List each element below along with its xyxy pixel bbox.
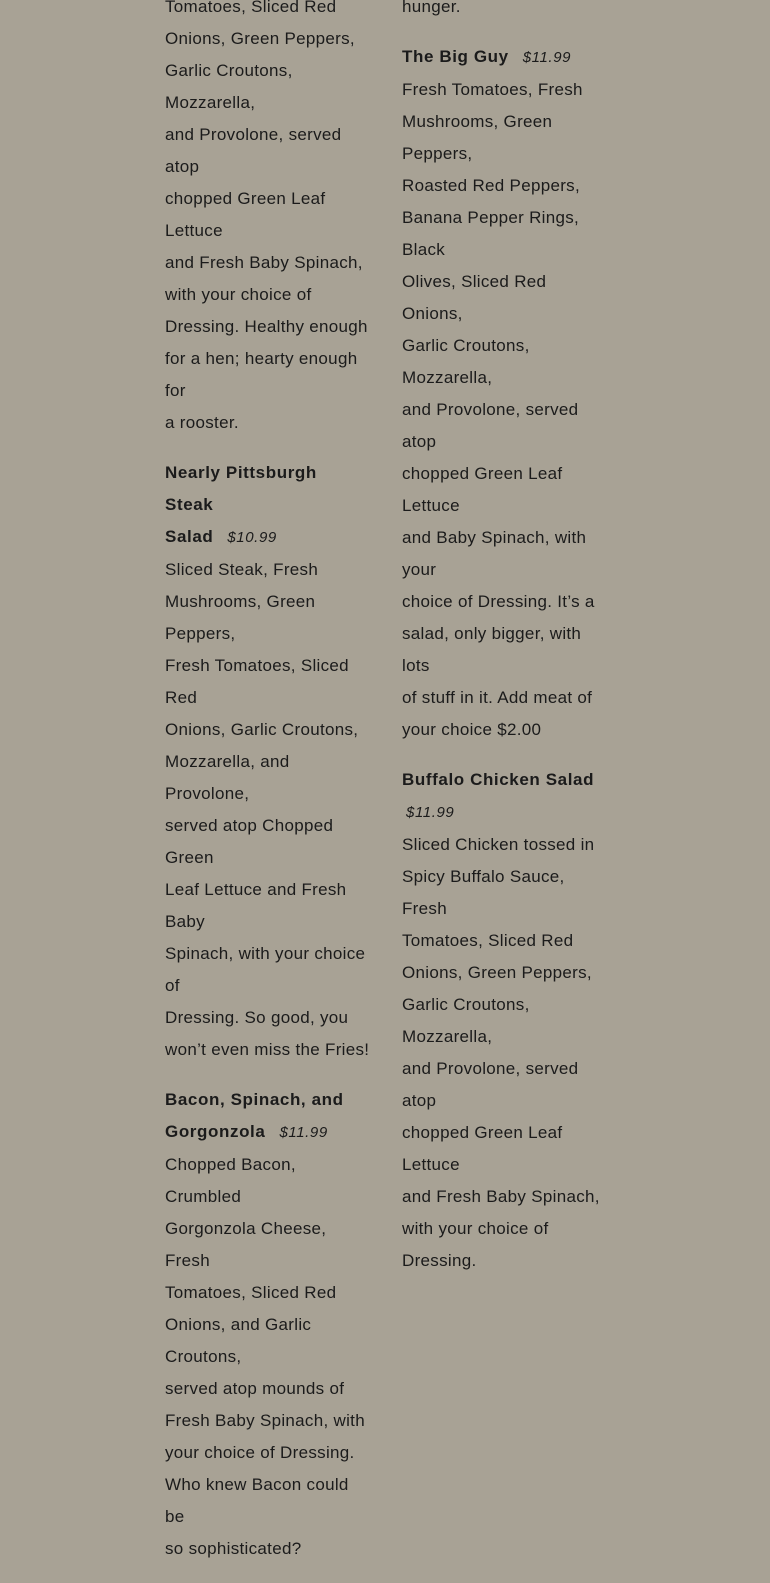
item-price: $11.99 <box>522 49 572 66</box>
menu-item-the-big-guy <box>402 41 607 746</box>
menu-column-right <box>402 0 607 1295</box>
menu-item-buffalo-chicken-salad <box>402 764 607 1277</box>
item-name: The Big Guy <box>402 47 509 66</box>
item-name: Nearly Pittsburgh Steak Salad <box>165 463 317 546</box>
menu-column-left <box>165 0 370 1583</box>
item-price: $11.99 <box>406 804 455 821</box>
item-description: Fresh Tomatoes, Fresh Mushrooms, Green Peppers, Roasted Red Peppers, Banana Pepper Rings, Black Olives, Sliced Red Onions, Garlic Croutons, Mozzarella, and Provolone, served atop chopped Green Leaf Lettuce and Baby Spinach, with your choice of Dressing. It’s a salad, only bigger, with lots of stuff in it. Add meat of your choice $2.00 <box>402 80 595 739</box>
menu-item-nearly-pittsburgh-steak-salad <box>165 457 370 1066</box>
item-header <box>165 1084 370 1149</box>
partial-item-description: Tomatoes, Sliced Red Onions, Green Peppers, Garlic Croutons, Mozzarella, and Provolone, served atop chopped Green Leaf Lettuce and Fresh Baby Spinach, with your choice of Dressing. Healthy enough for a hen; hearty enough for a rooster. <box>165 0 368 432</box>
item-header <box>165 457 370 554</box>
item-description: Chopped Bacon, Crumbled Gorgonzola Cheese, Fresh Tomatoes, Sliced Red Onions, and Garlic Croutons, served atop mounds of Fresh Baby Spinach, with your choice of Dressing. Who knew Bacon could be so sophisticated? <box>165 1155 365 1558</box>
item-name: Bacon, Spinach, and Gorgonzola <box>165 1090 344 1141</box>
item-name: Buffalo Chicken Salad <box>402 770 595 789</box>
item-header <box>402 41 607 74</box>
item-description: Sliced Chicken tossed in Spicy Buffalo Sauce, Fresh Tomatoes, Sliced Red Onions, Green Peppers, Garlic Croutons, Mozzarella, and Provolone, served atop chopped Green Leaf Lettuce and Fresh Baby Spinach, with your choice of Dressing. <box>402 835 600 1270</box>
item-header <box>402 764 607 829</box>
item-description: Sliced Steak, Fresh Mushrooms, Green Peppers, Fresh Tomatoes, Sliced Red Onions, Garlic Croutons, Mozzarella, and Provolone, served atop Chopped Green Leaf Lettuce and Fresh Baby Spinach, with your choice of Dressing. So good, you won’t even miss the Fries! <box>165 560 370 1059</box>
partial-item-description: hunger. <box>402 0 461 16</box>
item-price: $10.99 <box>227 529 277 546</box>
item-price: $11.99 <box>279 1124 328 1141</box>
menu-item-bacon-spinach-gorgonzola <box>165 1084 370 1565</box>
